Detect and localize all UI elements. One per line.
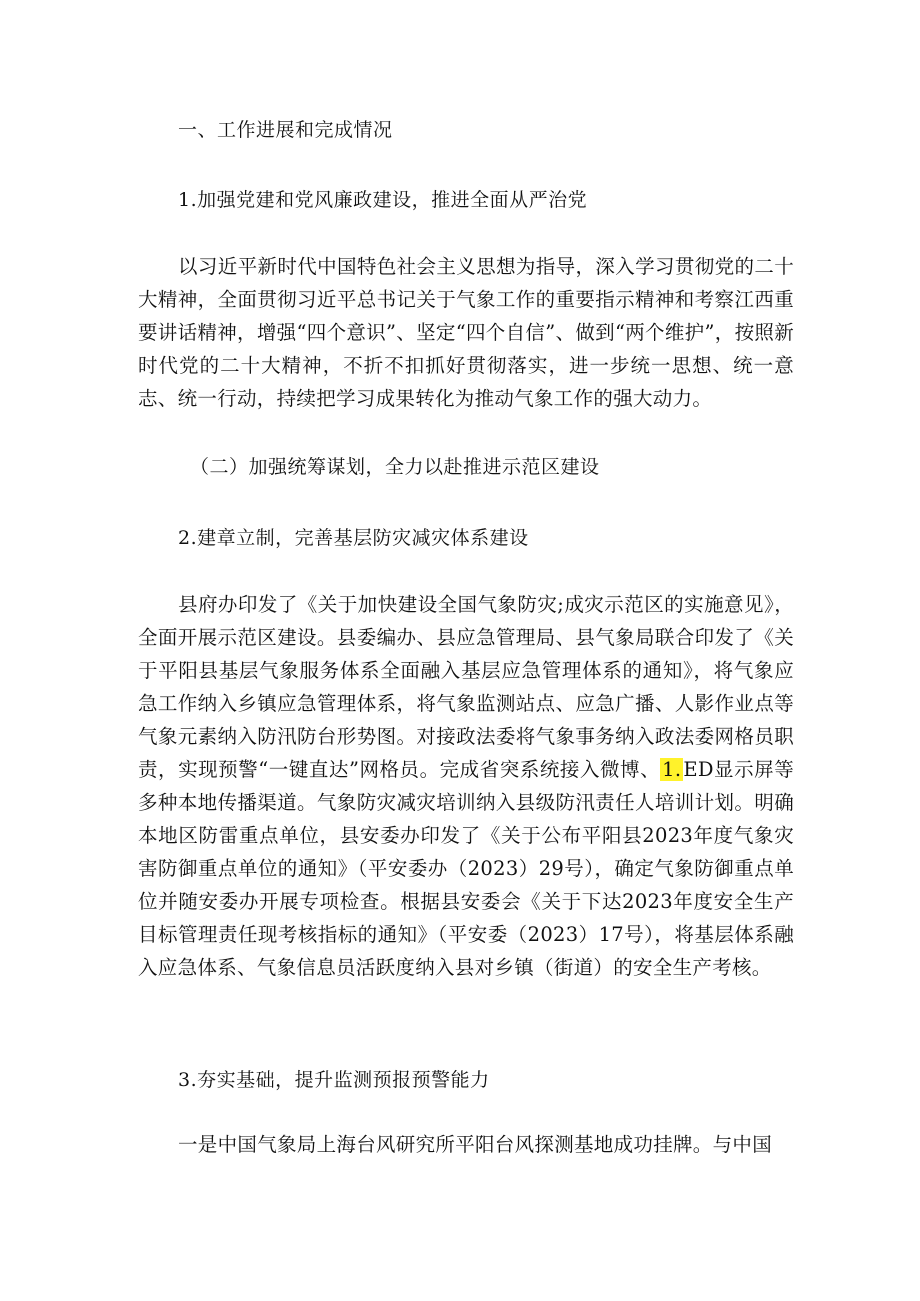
paragraph-2-part-1: 县府办印发了《关于加快建设全国气象防灾;成灾示范区的实施意见》，全面开展示范区建设。县委编办、县应急管理局、县气象局联合印发了《关于平阳县基层气象服务体系全面融入基层应急管理体系的通知》，将气象应急工作纳入乡镇应急管理体系，将气象监测站点、应急广播、人影作业点等气象元素纳入防汛防台形势图。对接政法委将气象事务纳入政法委网格员职责，实现预警“一键直达”网格员。完成省突系统接入微博、 xyxy=(138,593,794,781)
paragraph-3 xyxy=(138,1128,794,1161)
subsection-1-title: 1.加强党建和党风廉政建设，推进全面从严治党 xyxy=(178,189,588,211)
highlighted-text: 1. xyxy=(662,758,682,781)
paragraph-3-text: 一是中国气象局上海台风研究所平阳台风探测基地成功挂牌。与中国 xyxy=(178,1133,773,1156)
section-title: 一、工作进展和完成情况 xyxy=(178,119,393,141)
subsection-3-title: 3.夯实基础，提升监测预报预警能力 xyxy=(178,1069,490,1091)
paragraph-1 xyxy=(138,250,794,415)
subsection-2-heading: （二）加强统筹谋划，全力以赴推进示范区建设 xyxy=(190,456,600,478)
paragraph-2-part-2: ED显示屏等多种本地传播渠道。气象防灾减灾培训纳入县级防汛责任人培训计划。明确本地区防雷重点单位，县安委办印发了《关于公布平阳县2023年度气象灾害防御重点单位的通知》（平安委办（2023）29号），确定气象防御重点单位并随安委办开展专项检查。根据县安委会《关于下达2023年度安全生产目标管理责任现考核指标的通知》（平安委（2023）17号），将基层体系融入应急体系、气象信息员活跃度纳入县对乡镇（街道）的安全生产考核。 xyxy=(138,758,794,979)
subsection-2-title: 2.建章立制，完善基层防灾减灾体系建设 xyxy=(178,527,529,549)
paragraph-2 xyxy=(138,588,794,984)
paragraph-1-text: 以习近平新时代中国特色社会主义思想为指导，深入学习贯彻党的二十大精神，全面贯彻习近平总书记关于气象工作的重要指示精神和考察江西重要讲话精神，增强“四个意识”、坚定“四个自信”、做到“两个维护”，按照新时代党的二十大精神，不折不扣抓好贯彻落实，进一步统一思想、统一意志、统一行动，持续把学习成果转化为推动气象工作的强大动力。 xyxy=(138,255,794,410)
paragraph-2-text xyxy=(138,588,794,984)
